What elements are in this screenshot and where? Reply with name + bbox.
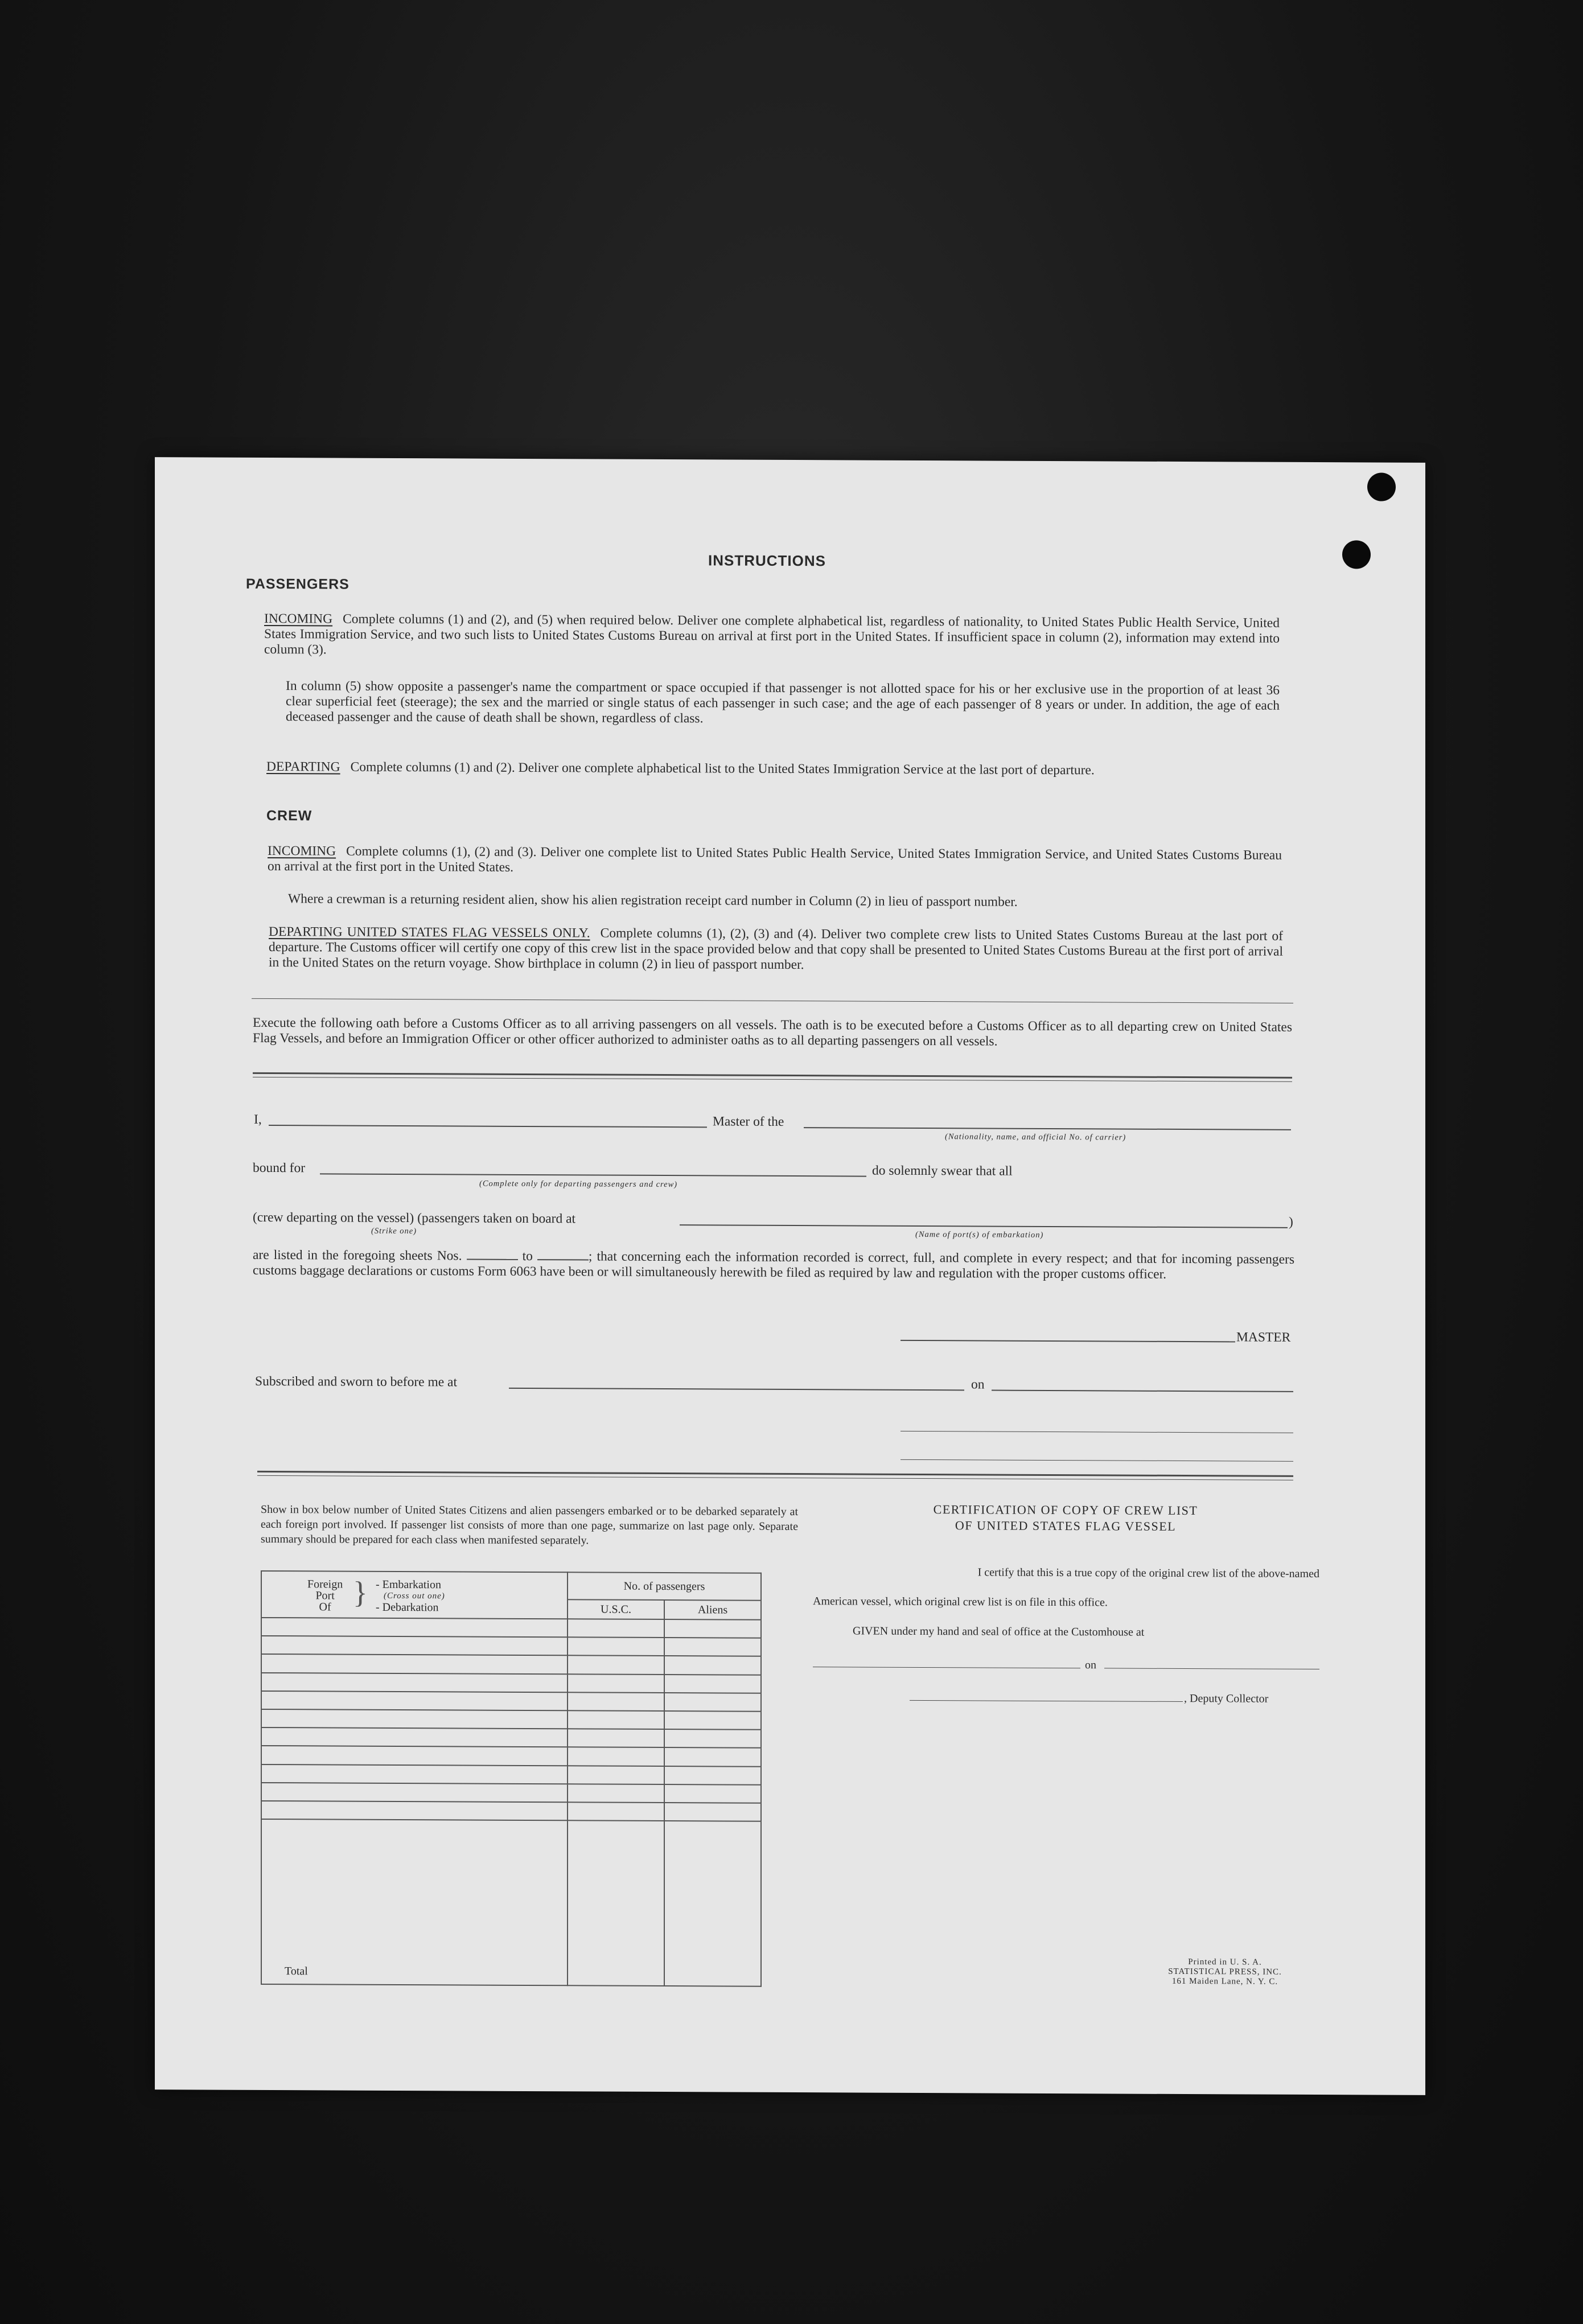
aliens-cell[interactable]	[664, 1766, 761, 1785]
table-row	[261, 1727, 761, 1748]
aliens-total-cell[interactable]	[664, 1821, 761, 1986]
punch-hole	[1342, 540, 1371, 569]
instructions-heading: INSTRUCTIONS	[708, 552, 826, 570]
bound-for-label: bound for	[253, 1160, 306, 1176]
bound-for-field[interactable]	[320, 1173, 866, 1177]
crew-departing-text: Complete columns (1), (2), (3) and (4). Deliver two complete crew lists to United States Customs Bureau at the last port of departure. The Customs officer will certify one copy of this crew list in the space provided below and that copy shall be presented to United States Customs Bureau at the first port of arrival in the United States on the return voyage. Show birthplace in column (2) in lieu of passport number.	[269, 926, 1283, 973]
certify-line-1: I certify that this is a true copy of the original crew list of the above-named	[977, 1566, 1319, 1581]
embark-debark	[376, 1579, 445, 1614]
table-row	[261, 1801, 761, 1821]
aliens-cell[interactable]	[664, 1693, 761, 1712]
foreign-port-of	[307, 1578, 343, 1613]
sheets-to: to	[522, 1248, 533, 1264]
cert-on-label: on	[1085, 1659, 1096, 1672]
usc-cell[interactable]	[568, 1619, 664, 1638]
port-embarkation-field[interactable]	[680, 1224, 1288, 1228]
port-caption: (Name of port(s) of embarkation)	[915, 1229, 1044, 1240]
swear-text: do solemnly swear that all	[872, 1163, 1013, 1179]
aliens-cell[interactable]	[664, 1638, 761, 1656]
passengers-incoming-paragraph	[264, 611, 1280, 662]
usc-cell[interactable]	[568, 1747, 664, 1766]
total-label: Total	[261, 1819, 568, 1985]
master-name-field[interactable]	[269, 1125, 707, 1128]
usc-cell[interactable]	[568, 1784, 664, 1803]
port-cell[interactable]	[261, 1673, 568, 1693]
table-row	[261, 1673, 761, 1693]
port-header-cell	[261, 1571, 568, 1619]
usc-cell[interactable]	[568, 1637, 664, 1656]
bound-for-caption: (Complete only for departing passengers and crew)	[479, 1179, 678, 1190]
aliens-cell[interactable]	[664, 1675, 761, 1693]
crew-incoming-text: Complete columns (1), (2) and (3). Deliver one complete list to United States Public Health Service, United States Immigration Service, and United States Customs Bureau on arrival at the first port in the United States.	[268, 844, 1282, 875]
subscribed-on-label: on	[971, 1377, 985, 1392]
table-row	[261, 1709, 761, 1730]
no-of-passengers-header: No. of passengers	[568, 1572, 761, 1600]
crew-departing-strike: (crew departing on the vessel) (passengers taken on board at	[253, 1210, 576, 1227]
subscribed-label: Subscribed and sworn to before me at	[255, 1373, 458, 1390]
passengers-departing-label: DEPARTING	[266, 759, 340, 775]
master-label: MASTER	[1236, 1330, 1291, 1345]
carrier-field[interactable]	[804, 1127, 1291, 1130]
usc-header: U.S.C.	[568, 1599, 664, 1619]
passengers-heading: PASSENGERS	[246, 575, 350, 593]
port-cell[interactable]	[261, 1618, 568, 1638]
table-row	[261, 1746, 761, 1766]
deputy-collector-label: , Deputy Collector	[1184, 1692, 1269, 1705]
close-paren: )	[1289, 1214, 1293, 1229]
aliens-cell[interactable]	[664, 1711, 761, 1730]
aliens-cell[interactable]	[664, 1803, 761, 1821]
passengers-incoming-text: Complete columns (1) and (2), and (5) when required below. Deliver one complete alphabetical list, regardless of nationality, to United States Public Health Service, United States Immigration Service, and two such lists to United States Customs Bureau on arrival at first port in the United States. If insufficient space in column (2), information may extend into column (3).	[264, 611, 1280, 657]
crew-heading: CREW	[266, 807, 313, 824]
oath-i: I,	[254, 1112, 262, 1127]
port-label: Port	[315, 1589, 335, 1602]
usc-cell[interactable]	[568, 1674, 664, 1693]
given-line: GIVEN under my hand and seal of office at the Customhouse at	[853, 1624, 1145, 1639]
crew-departing-label: DEPARTING UNITED STATES FLAG VESSELS ONLY.	[269, 924, 590, 941]
certify-line-2: American vessel, which original crew list is on file in this office.	[813, 1595, 1108, 1609]
crew-departing-paragraph	[269, 924, 1283, 975]
port-cell[interactable]	[261, 1727, 568, 1747]
usc-cell[interactable]	[568, 1802, 664, 1821]
resident-alien-paragraph: Where a crewman is a returning resident alien, show his alien registration receipt card number in Column (2) in lieu of passport number.	[288, 891, 1018, 910]
brace-glyph: }	[353, 1575, 368, 1610]
port-cell[interactable]	[261, 1764, 568, 1784]
aliens-header: Aliens	[664, 1600, 761, 1620]
usc-cell[interactable]	[568, 1729, 664, 1747]
port-cell[interactable]	[261, 1691, 568, 1711]
strike-one-caption: (Strike one)	[371, 1226, 417, 1236]
aliens-cell[interactable]	[664, 1656, 761, 1675]
certification-title-2: OF UNITED STATES FLAG VESSEL	[955, 1518, 1177, 1533]
oath-intro: Execute the following oath before a Customs Officer as to all arriving passengers on all vessels. The oath is to be executed before a Customs Officer as to all departing crew on United States Flag Vessels, and before an Immigration Officer or other officer authorized to administer oaths as to all departing passengers on all vessels.	[253, 1015, 1292, 1049]
imprint-line: 161 Maiden Lane, N. Y. C.	[1171, 1976, 1278, 1986]
master-signature-field[interactable]	[901, 1340, 1235, 1343]
officer-signature-field[interactable]	[901, 1431, 1293, 1433]
passengers-departing-paragraph	[266, 759, 1280, 779]
usc-total-cell[interactable]	[568, 1820, 664, 1986]
punch-hole	[1367, 472, 1396, 501]
cert-date-field[interactable]	[1104, 1668, 1319, 1669]
summary-table	[261, 1570, 762, 1987]
table-row	[261, 1618, 761, 1638]
printer-imprint	[1140, 1957, 1310, 1987]
usc-cell[interactable]	[568, 1656, 664, 1675]
sheet-to-field[interactable]	[537, 1259, 589, 1260]
deputy-signature-field[interactable]	[910, 1700, 1183, 1702]
usc-cell[interactable]	[568, 1692, 664, 1711]
column5-paragraph: In column (5) show opposite a passenger's name the compartment or space occupied if that passenger is not allotted space for his or her exclusive use in the proportion of at least 36 clear superficial feet (steerage); the sex and the married or single status of each passenger in such case; and the age of each passenger of 8 years or under. In addition, the age of each deceased passenger and the cause of death shall be shown, regardless of class.	[286, 678, 1280, 726]
sheets-paragraph	[253, 1248, 1294, 1283]
embarkation-label: - Embarkation	[376, 1578, 441, 1591]
port-cell[interactable]	[261, 1709, 568, 1729]
master-of-the-label: Master of the	[713, 1114, 784, 1129]
subscribed-date-field[interactable]	[992, 1390, 1293, 1392]
total-row	[261, 1819, 761, 1986]
customhouse-field[interactable]	[813, 1667, 1080, 1668]
divider	[252, 998, 1293, 1003]
imprint-line: STATISTICAL PRESS, INC.	[1168, 1967, 1282, 1977]
aliens-cell[interactable]	[664, 1619, 761, 1638]
imprint-line: Printed in U. S. A.	[1188, 1957, 1262, 1967]
cross-out-caption: (Cross out one)	[384, 1591, 445, 1601]
aliens-cell[interactable]	[664, 1729, 761, 1748]
nationality-caption: (Nationality, name, and official No. of carrier)	[945, 1132, 1126, 1142]
sheet-from-field[interactable]	[467, 1259, 518, 1260]
subscribed-place-field[interactable]	[509, 1388, 964, 1391]
aliens-cell[interactable]	[664, 1747, 761, 1766]
passengers-incoming-label: INCOMING	[264, 611, 333, 627]
passengers-departing-text: Complete columns (1) and (2). Deliver one complete alphabetical list to the United States Immigration Service at the last port of departure.	[350, 759, 1095, 778]
usc-cell[interactable]	[568, 1710, 664, 1729]
table-row	[261, 1764, 761, 1784]
table-row	[261, 1636, 761, 1656]
form-page	[155, 457, 1425, 2095]
crew-incoming-label: INCOMING	[268, 843, 336, 859]
foreign-label: Foreign	[307, 1578, 343, 1591]
port-cell[interactable]	[261, 1801, 568, 1821]
aliens-cell[interactable]	[664, 1784, 761, 1803]
sheets-text-b: ; that concerning each the information recorded is correct, full, and complete in every respect; and that for incoming passengers customs baggage declarations or customs Form 6063 have been or will simultaneously herewith be filed as required by law and regulation with the proper customs officer.	[253, 1249, 1295, 1282]
table-row	[261, 1654, 761, 1675]
sheets-text-a: are listed in the foregoing sheets Nos.	[253, 1247, 462, 1264]
summary-note: Show in box below number of United States Citizens and alien passengers embarked or to be debarked separately at each foreign port involved. If passenger list consists of more than one page, summarize on last page only. Separate summary should be prepared for each class when manifested separately.	[261, 1503, 798, 1547]
officer-title-field[interactable]	[901, 1459, 1293, 1462]
usc-cell[interactable]	[568, 1766, 664, 1784]
crew-incoming-paragraph	[268, 844, 1282, 879]
table-row	[261, 1783, 761, 1803]
port-cell[interactable]	[261, 1636, 568, 1656]
of-label: Of	[319, 1601, 331, 1614]
table-row	[261, 1691, 761, 1712]
port-cell[interactable]	[261, 1654, 568, 1674]
port-cell[interactable]	[261, 1746, 568, 1766]
certification-title-1: CERTIFICATION OF COPY OF CREW LIST	[933, 1502, 1198, 1518]
debarkation-label: - Debarkation	[376, 1601, 439, 1614]
port-cell[interactable]	[261, 1783, 568, 1803]
